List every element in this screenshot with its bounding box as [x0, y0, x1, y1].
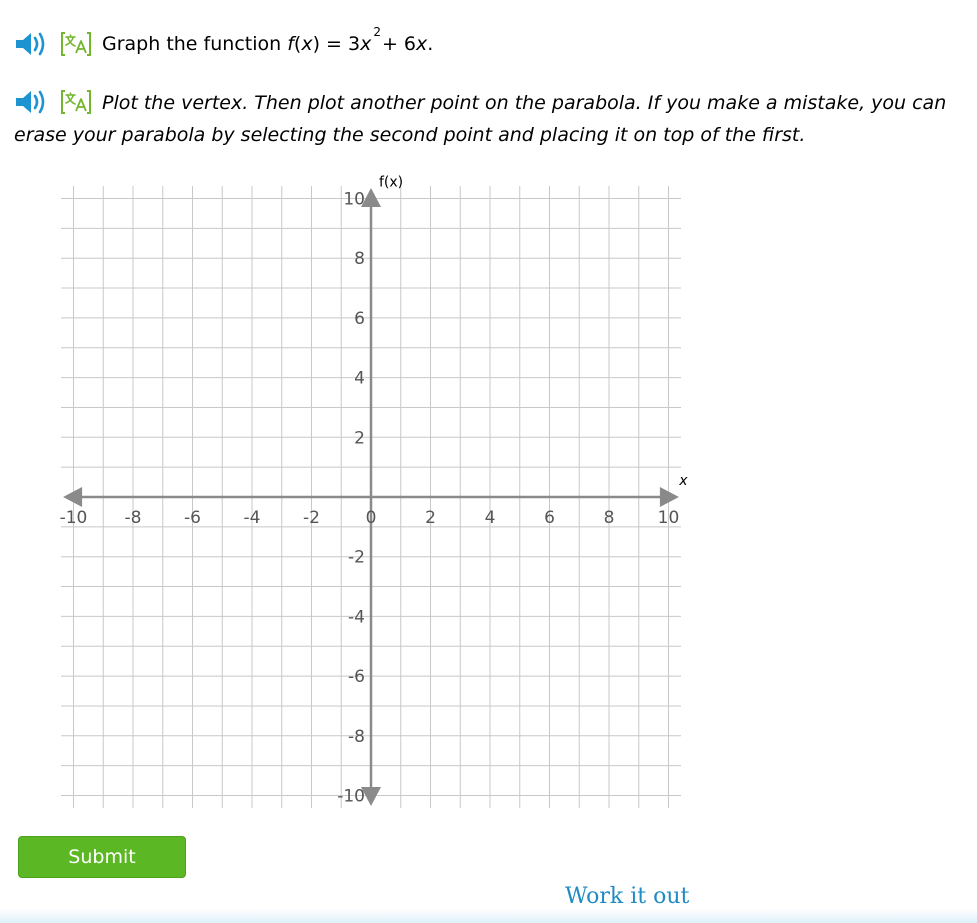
linear-variable: x: [416, 33, 428, 55]
y-tick-label: 10: [343, 189, 365, 210]
y-tick-label: 6: [354, 308, 365, 329]
function-variable: x: [301, 33, 313, 55]
x-tick-label: 2: [425, 508, 436, 528]
y-tick-label: -8: [348, 726, 365, 747]
submit-button[interactable]: Submit: [18, 836, 186, 878]
y-tick-label: 4: [354, 368, 365, 389]
y-tick-label: -4: [348, 607, 365, 628]
y-tick-label: -10: [337, 786, 365, 807]
y-tick-label: -2: [348, 547, 365, 568]
x-tick-label: 0: [365, 508, 377, 528]
arrow-left-icon: [63, 487, 82, 507]
x-tick-label: -2: [303, 508, 320, 528]
x-tick-label: 6: [544, 508, 555, 528]
y-axis-label: f(x): [379, 174, 404, 191]
x-tick-label: 10: [657, 508, 680, 528]
x-axis-label: x: [679, 473, 688, 489]
x-tick-label: -6: [184, 508, 201, 528]
term-variable: x: [360, 33, 372, 55]
prompt-text: Graph the function $f(x) = 3x^2+ 6x$.: [102, 25, 434, 55]
exponent: 2: [373, 25, 381, 39]
y-tick-label: -6: [348, 667, 365, 688]
x-tick-label: -10: [59, 508, 88, 528]
arrow-right-icon: [660, 487, 679, 507]
function-name: f: [287, 33, 294, 55]
x-tick-label: 4: [484, 508, 496, 528]
bottom-fade: [0, 909, 977, 923]
x-tick-label: -8: [124, 508, 142, 528]
x-tick-label: -4: [243, 508, 261, 528]
y-tick-label: 8: [354, 249, 365, 270]
y-tick-label: 2: [354, 428, 365, 449]
work-it-out-link[interactable]: Work it out: [565, 884, 690, 909]
axes: [63, 188, 679, 806]
instruction-text: Plot the vertex. Then plot another point on the parabola. If you make a mistake, you can erase your parabola by selecting the second point and placing it on top of the first.: [14, 92, 947, 146]
x-tick-label: 8: [603, 508, 615, 528]
